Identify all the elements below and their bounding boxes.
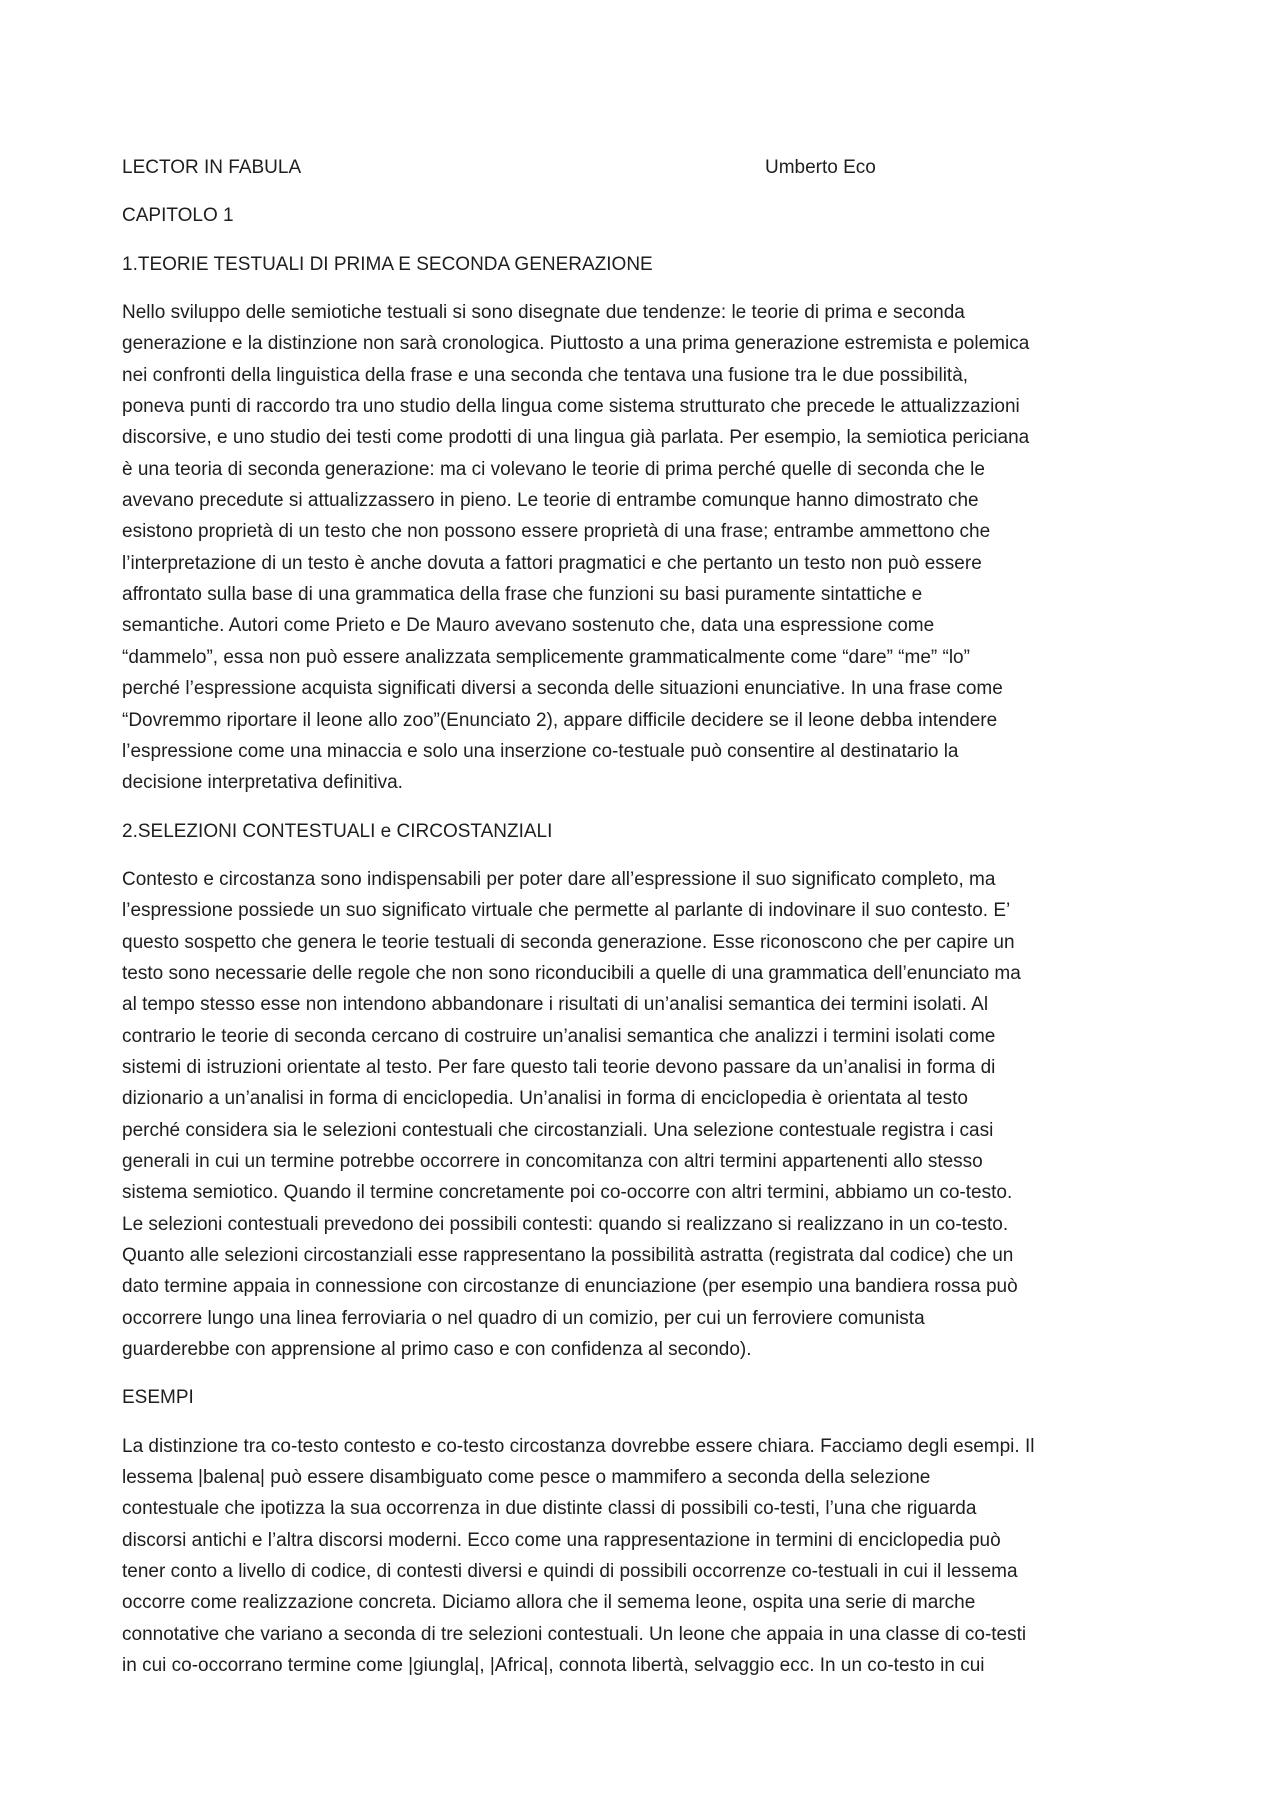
- text-line: guarderebbe con apprensione al primo caso e con confidenza al secondo).: [122, 1339, 752, 1361]
- document-title: LECTOR IN FABULA: [122, 157, 302, 178]
- text-line: occorre come realizzazione concreta. Diciamo allora che il semema leone, ospita una serie di marche: [122, 1592, 976, 1614]
- chapter-title: CAPITOLO 1: [122, 205, 234, 227]
- section-heading: 2.SELEZIONI CONTESTUALI e CIRCOSTANZIALI: [122, 820, 553, 842]
- text-line: decisione interpretativa definitiva.: [122, 772, 403, 794]
- text-line: Le selezioni contestuali prevedono dei possibili contesti: quando si realizzano si realizzano in un co-testo.: [122, 1213, 1009, 1235]
- text-line: “dammelo”, essa non può essere analizzata semplicemente grammaticalmente come “dare” “me” “lo”: [122, 646, 970, 668]
- text-line: contestuale che ipotizza la sua occorrenza in due distinte classi di possibili co-testi, l’una che riguarda: [122, 1498, 977, 1520]
- text-line: contrario le teorie di seconda cercano di costruire un’analisi semantica che analizzi i termini isolati come: [122, 1025, 996, 1047]
- text-line: dato termine appaia in connessione con circostanze di enunciazione (per esempio una bandiera rossa può: [122, 1276, 1018, 1298]
- text-line: lessema |balena| può essere disambiguato come pesce o mammifero a seconda della selezione: [122, 1467, 931, 1489]
- text-line: occorrere lungo una linea ferroviaria o nel quadro di un comizio, per cui un ferroviere comunista: [122, 1307, 925, 1329]
- text-line: La distinzione tra co-testo contesto e co-testo circostanza dovrebbe essere chiara. Facciamo degli esempi. Il: [122, 1435, 1035, 1457]
- text-line: semantiche. Autori come Prieto e De Mauro avevano sostenuto che, data una espressione come: [122, 615, 935, 637]
- text-line: è una teoria di seconda generazione: ma ci volevano le teorie di prima perché quelle di seconda che le: [122, 458, 985, 480]
- text-line: l’interpretazione di un testo è anche dovuta a fattori pragmatici e che pertanto un testo non può essere: [122, 552, 982, 574]
- text-line: “Dovremmo riportare il leone allo zoo”(Enunciato 2), appare difficile decidere se il leone debba intendere: [122, 709, 998, 731]
- paragraph: [122, 864, 1222, 1366]
- text-line: Contesto e circostanza sono indispensabili per poter dare all’espressione il suo significato completo, ma: [122, 868, 996, 890]
- text-line: discorsive, e uno studio dei testi come prodotti di una lingua già parlata. Per esempio, la semiotica periciana: [122, 427, 1030, 449]
- text-line: Quanto alle selezioni circostanziali esse rappresentano la possibilità astratta (registrata dal codice) che un: [122, 1245, 1014, 1266]
- text-line: nei confronti della linguistica della frase e una seconda che tentava una fusione tra le due possibilità,: [122, 364, 969, 386]
- text-line: perché considera sia le selezioni contestuali che circostanziali. Una selezione contestuale registra i casi: [122, 1119, 994, 1141]
- document-header: [122, 152, 1222, 183]
- text-line: in cui co-occorrano termine come |giungla|, |Africa|, connota libertà, selvaggio ecc. In un co-testo in cui: [122, 1655, 985, 1677]
- text-line: poneva punti di raccordo tra uno studio della lingua come sistema strutturato che precede le attualizzazioni: [122, 396, 1020, 418]
- text-line: generali in cui un termine potrebbe occorrere in concomitanza con altri termini appartenenti allo stesso: [122, 1150, 983, 1172]
- text-line: perché l’espressione acquista significati diversi a seconda delle situazioni enunciative. In una frase come: [122, 678, 1003, 700]
- paragraph: [122, 297, 1222, 799]
- text-line: connotative che variano a seconda di tre selezioni contestuali. Un leone che appaia in una classe di co-testi: [122, 1623, 1027, 1645]
- text-line: Nello sviluppo delle semiotiche testuali si sono disegnate due tendenze: le teorie di prima e seconda: [122, 302, 965, 324]
- text-line: sistemi di istruzioni orientate al testo. Per fare questo tali teorie devono passare da un’analisi in forma di: [122, 1056, 996, 1078]
- text-line: dizionario a un’analisi in forma di enciclopedia. Un’analisi in forma di enciclopedia è orientata al testo: [122, 1088, 968, 1110]
- text-line: avevano precedute si attualizzassero in pieno. Le teorie di entrambe comunque hanno dimostrato che: [122, 490, 979, 512]
- paragraph: [122, 1431, 1222, 1682]
- text-line: affrontato sulla base di una grammatica della frase che funzioni su basi puramente sintattiche e: [122, 584, 923, 606]
- text-line: tener conto a livello di codice, di contesti diversi e quindi di possibili occorrenze co-testuali in cui il lessema: [122, 1561, 1018, 1583]
- text-line: al tempo stesso esse non intendono abbandonare i risultati di un’analisi semantica dei termini isolati. Al: [122, 994, 989, 1016]
- section-heading: ESEMPI: [122, 1387, 194, 1409]
- text-line: generazione e la distinzione non sarà cronologica. Piuttosto a una prima generazione estremista e polemica: [122, 333, 1030, 355]
- text-line: l’espressione possiede un suo significato virtuale che permette al parlante di indovinare il suo contesto. E’: [122, 900, 1011, 922]
- text-line: esistono proprietà di un testo che non possono essere proprietà di una frase; entrambe ammettono che: [122, 521, 991, 543]
- text-line: l’espressione come una minaccia e solo una inserzione co-testuale può consentire al destinatario la: [122, 740, 959, 762]
- document-author: Umberto Eco: [765, 157, 876, 178]
- section-heading: 1.TEORIE TESTUALI DI PRIMA E SECONDA GENERAZIONE: [122, 253, 653, 275]
- text-line: testo sono necessarie delle regole che non sono riconducibili a quelle di una grammatica dell’enunciato ma: [122, 962, 1021, 984]
- text-line: questo sospetto che genera le teorie testuali di seconda generazione. Esse riconoscono che per capire un: [122, 931, 1015, 953]
- text-line: discorsi antichi e l’altra discorsi moderni. Ecco come una rappresentazione in termini di enciclopedia può: [122, 1529, 1001, 1551]
- document-page: [122, 152, 1222, 1698]
- text-line: sistema semiotico. Quando il termine concretamente poi co-occorre con altri termini, abbiamo un co-testo.: [122, 1182, 1013, 1204]
